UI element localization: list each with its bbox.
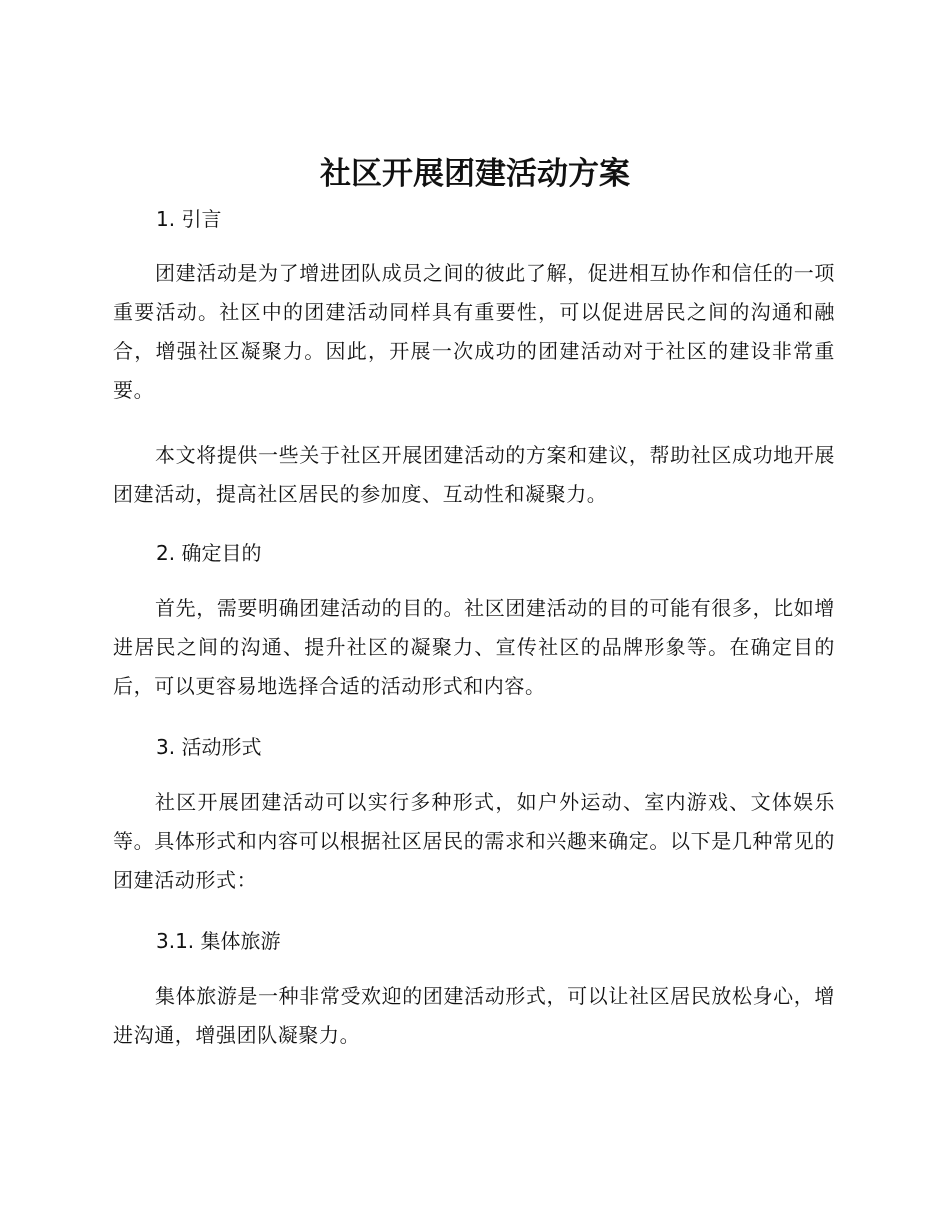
paragraph-intro-1: 团建活动是为了增进团队成员之间的彼此了解，促进相互协作和信任的一项重要活动。社区中的团建活动同样具有重要性，可以促进居民之间的沟通和融合，增强社区凝聚力。因此，开展一次成功的团建活动对于社区的建设非常重要。 — [113, 261, 835, 402]
section-heading-group-travel: 3.1. 集体旅游 — [156, 929, 281, 953]
paragraph-group-travel: 集体旅游是一种非常受欢迎的团建活动形式，可以让社区居民放松身心，增进沟通，增强团队凝聚力。 — [113, 984, 835, 1047]
paragraph-forms: 社区开展团建活动可以实行多种形式，如户外运动、室内游戏、文体娱乐等。具体形式和内容可以根据社区居民的需求和兴趣来确定。以下是几种常见的团建活动形式： — [113, 790, 835, 892]
section-heading-purpose: 2. 确定目的 — [156, 541, 262, 565]
section-heading-forms: 3. 活动形式 — [156, 735, 262, 759]
section-heading-intro: 1. 引言 — [156, 207, 222, 231]
page-title: 社区开展团建活动方案 — [320, 156, 630, 192]
paragraph-intro-2: 本文将提供一些关于社区开展团建活动的方案和建议，帮助社区成功地开展团建活动，提高社区居民的参加度、互动性和凝聚力。 — [113, 443, 835, 506]
paragraph-purpose: 首先，需要明确团建活动的目的。社区团建活动的目的可能有很多，比如增进居民之间的沟通、提升社区的凝聚力、宣传社区的品牌形象等。在确定目的后，可以更容易地选择合适的活动形式和内容。 — [113, 596, 835, 698]
